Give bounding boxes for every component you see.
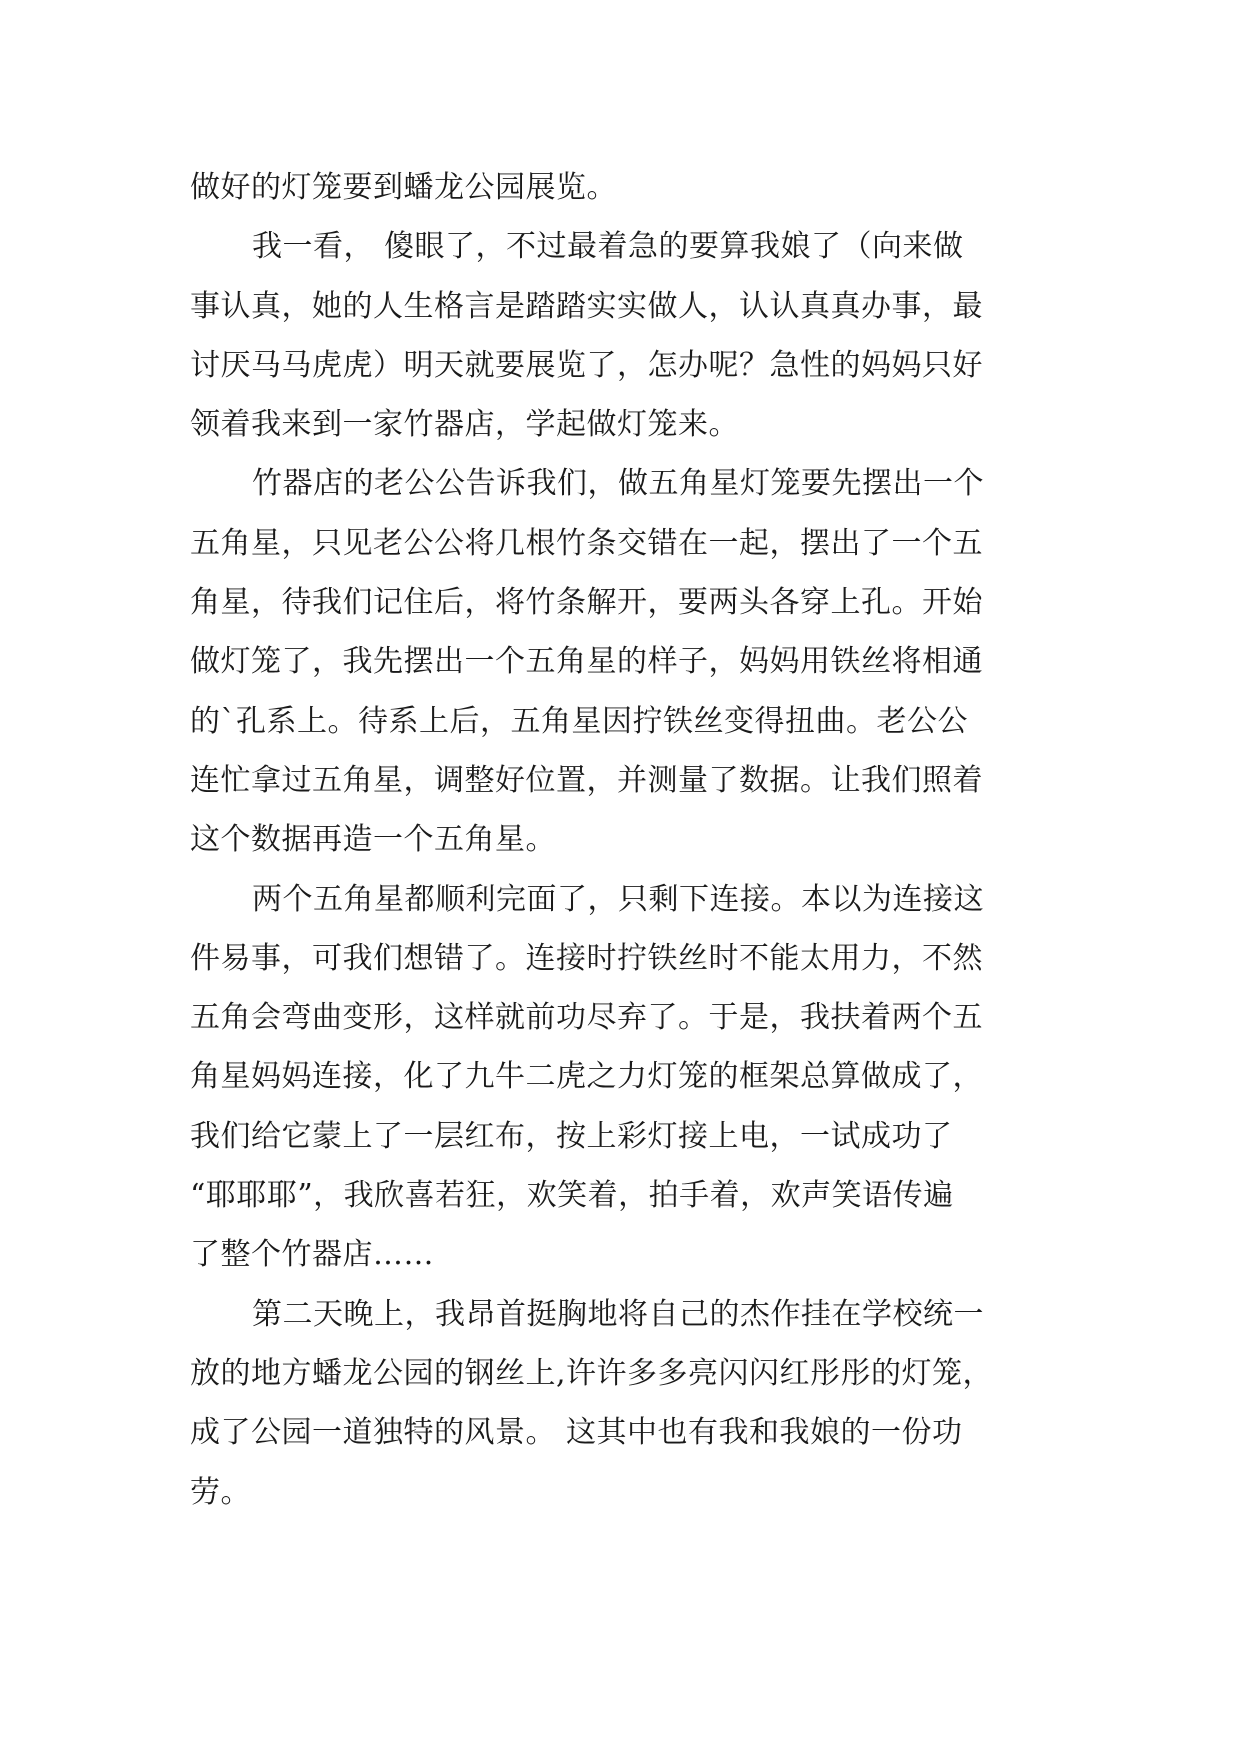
text-line: 做灯笼了，我先摆出一个五角星的样子，妈妈用铁丝将相通 [190, 644, 983, 680]
text-line: 这个数据再造一个五角星。 [190, 822, 556, 858]
text-line: 第二天晚上，我昂首挺胸地将自己的杰作挂在学校统一 [252, 1296, 984, 1332]
text-line: 劳。 [190, 1474, 251, 1510]
text-line: 讨厌马马虎虎）明天就要展览了，怎办呢？急性的妈妈只好 [190, 347, 983, 383]
text-line: 两个五角星都顺利完面了，只剩下连接。本以为连接这 [252, 881, 984, 917]
text-line: “耶耶耶”，我欣喜若狂，欢笑着，拍手着，欢声笑语传遍 [190, 1178, 954, 1214]
text-line: 五角星，只见老公公将几根竹条交错在一起，摆出了一个五 [190, 525, 983, 561]
text-line: 我们给它蒙上了一层红布，按上彩灯接上电，一试成功了 [190, 1118, 953, 1154]
text-line: 的`孔系上。待系上后，五角星因拧铁丝变得扭曲。老公公 [190, 703, 968, 739]
text-line: 五角会弯曲变形，这样就前功尽弃了。于是，我扶着两个五 [190, 1000, 983, 1036]
text-line: 做好的灯笼要到蟠龙公园展览。 [190, 170, 617, 205]
text-line: 我一看， 傻眼了，不过最着急的要算我娘了（向来做 [252, 229, 964, 265]
text-line: 放的地方蟠龙公园的钢丝上,许许多多亮闪闪红彤彤的灯笼， [190, 1355, 994, 1391]
text-line: 件易事，可我们想错了。连接时拧铁丝时不能太用力，不然 [190, 940, 983, 976]
text-line: 角星，待我们记住后，将竹条解开，要两头各穿上孔。开始 [190, 585, 983, 621]
text-line: 连忙拿过五角星，调整好位置，并测量了数据。让我们照着 [190, 762, 983, 798]
text-line: 成了公园一道独特的风景。 这其中也有我和我娘的一份功 [190, 1415, 963, 1451]
text-line: 角星妈妈连接，化了九牛二虎之力灯笼的框架总算做成了， [190, 1059, 983, 1095]
text-line: 竹器店的老公公告诉我们，做五角星灯笼要先摆出一个 [252, 466, 984, 502]
document-body [190, 158, 1060, 1522]
text-line: 领着我来到一家竹器店，学起做灯笼来。 [190, 407, 739, 443]
text-line: 了整个竹器店…… [190, 1237, 434, 1273]
text-line: 事认真，她的人生格言是踏踏实实做人，认认真真办事，最 [190, 288, 983, 324]
